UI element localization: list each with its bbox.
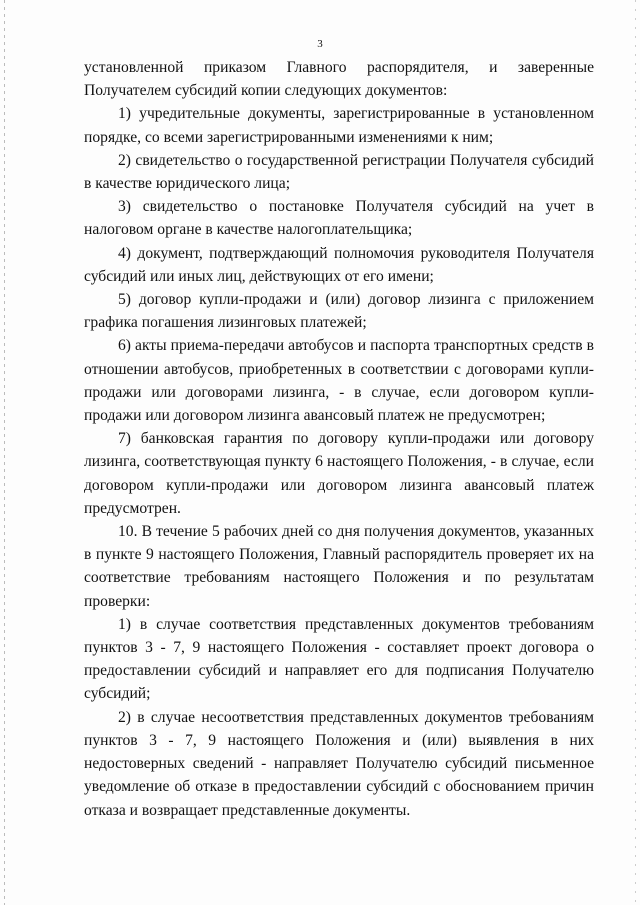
list-item-4: 4) документ, подтверждающий полномочия руководителя Получателя субсидий или иных лиц, действующих от его имени; [84,244,594,285]
clause-10-item-1: 1) в случае соответствия представленных документов требованиям пунктов 3 - 7, 9 настоящего Положения - составляет проект договора о предоставлении субсидий и направляет его для подписания Получателю субсидий; [84,615,594,703]
list-item-6: 6) акты приема-передачи автобусов и паспорта транспортных средств в отношении автобусов, приобретенных в соответствии с договорами купли-продажи или договорами лизинга, - в случае, если договором купли-продажи или договором лизинга авансовый платеж не предусмотрен; [84,337,594,425]
scan-edge-right [635,0,636,905]
document-body [84,56,594,822]
list-item-1: 1) учредительные документы, зарегистрированные в установленном порядке, со всеми зарегистрированными изменениями к ним; [84,105,594,146]
page-number: 3 [317,38,323,50]
clause-10: 10. В течение 5 рабочих дней со дня получения документов, указанных в пункте 9 настоящего Положения, Главный распорядитель проверяет их на соответствие требованиям настоящего Положения и по результатам проверки: [84,523,594,610]
list-item-5: 5) договор купли-продажи и (или) договор лизинга с приложением графика погашения лизинговых платежей; [84,291,594,332]
list-item-3: 3) свидетельство о постановке Получателя субсидий на учет в налоговом органе в качестве налогоплательщика; [84,198,594,239]
list-item-7: 7) банковская гарантия по договору купли-продажи или договору лизинга, соответствующая пункту 6 настоящего Положения, - в случае, если договором купли-продажи или договором лизинга авансовый платеж предусмотрен. [84,430,594,517]
list-item-2: 2) свидетельство о государственной регистрации Получателя субсидий в качестве юридического лица; [84,151,594,193]
scan-edge-left [4,0,5,905]
clause-10-item-2: 2) в случае несоответствия представленных документов требованиям пунктов 3 - 7, 9 настоящего Положения и (или) выявления в них недостоверных сведений - направляет Получателю субсидий письменное уведомление об отказе в предоставлении субсидий с обоснованием причин отказа и возвращает представленные документы. [84,708,594,819]
paragraph-continuation: установленной приказом Главного распорядителя, и заверенные Получателем субсидий копии следующих документов: [84,59,594,100]
